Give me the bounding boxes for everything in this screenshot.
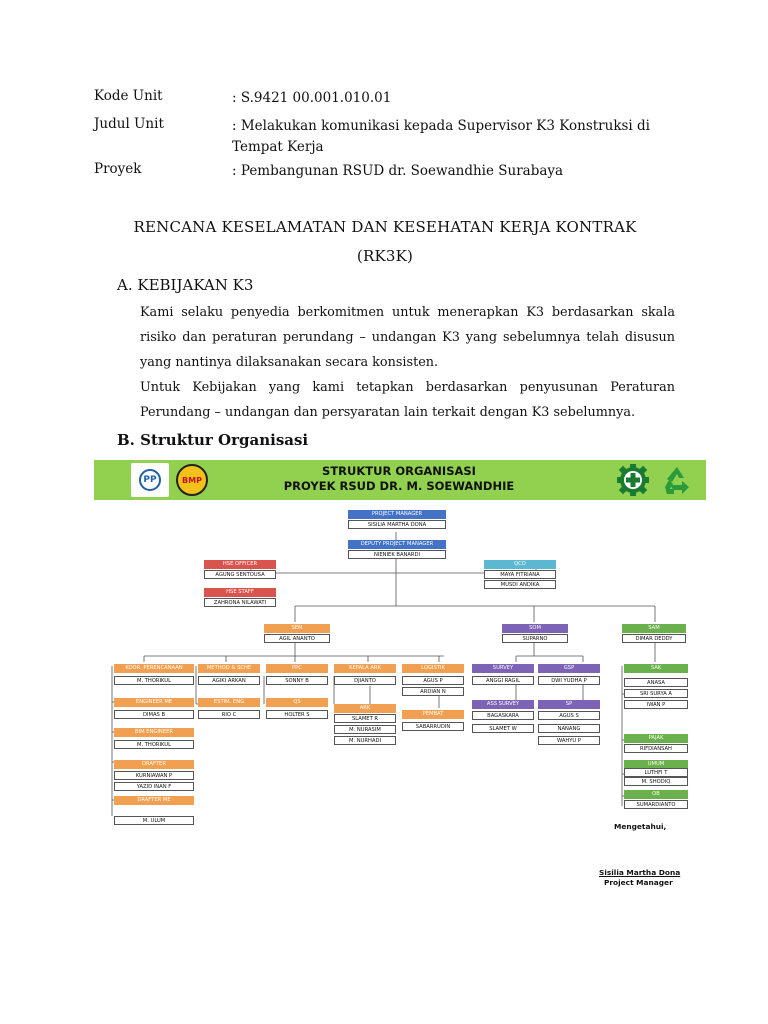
signatory-title: Project Manager xyxy=(604,878,673,887)
drafter-name-2: YAZID INAN F xyxy=(114,782,194,791)
pembat-name: SABARRUDIN xyxy=(402,722,464,731)
umum-name-1: LUTHFI T xyxy=(624,768,688,777)
drafter-role: DRAFTER xyxy=(114,760,194,769)
ppc-name: SONNY B xyxy=(266,676,328,685)
hse-officer-role: HSE OFFICER xyxy=(204,560,276,569)
umum-name-2: M. SHODIQ xyxy=(624,777,688,786)
gsp-role: GSP xyxy=(538,664,600,673)
sem-name: AGIL ANANTO xyxy=(264,634,330,643)
pajak-name: RIFDIANSAH xyxy=(624,744,688,753)
sam-role: SAM xyxy=(622,624,686,633)
drafter-me-name: M. ULUM xyxy=(114,816,194,825)
section-a-paragraph-1: Kami selaku penyedia berkomitmen untuk menerapkan K3 berdasarkan skala risiko dan peraturan perundang – undangan K3 yang sebelumnya telah disusun yang nantinya dilaksanakan secara konsisten. xyxy=(140,305,675,370)
bim-engineer-name: M. THORIKUL xyxy=(114,740,194,749)
project-manager-role: PROJECT MANAGER xyxy=(348,510,446,519)
sp-role: SP xyxy=(538,700,600,709)
hse-staff-role: HSE STAFF xyxy=(204,588,276,597)
som-name: SUPARNO xyxy=(502,634,568,643)
bim-engineer-role: BIM ENGINEER xyxy=(114,728,194,737)
qs-name: HOLTER S xyxy=(266,710,328,719)
ark-role: ARK xyxy=(334,704,396,713)
ark-name-1: SLAMET R xyxy=(334,714,396,723)
sak-role: SAK xyxy=(624,664,688,673)
qs-role: QS xyxy=(266,698,328,707)
org-chart-title-line1: STRUKTUR ORGANISASI xyxy=(322,464,476,478)
survey-name: ANGGI RAGIL xyxy=(472,676,534,685)
estim-eng-name: RIO C xyxy=(198,710,260,719)
ob-name: SUMARDIANTO xyxy=(624,800,688,809)
kepala-ark-role: KEPALA ARK xyxy=(334,664,396,673)
method-sche-role: METHOD & SCHE xyxy=(198,664,260,673)
sam-name: DIMAR DEDDY xyxy=(622,634,686,643)
deputy-pm-role: DEPUTY PROJECT MANAGER xyxy=(348,540,446,549)
ark-name-2: M. NURASIM xyxy=(334,725,396,734)
proyek-label: Proyek xyxy=(94,161,142,177)
ass-survey-name-2: SLAMET W xyxy=(472,724,534,733)
ark-name-3: M. NURHADI xyxy=(334,736,396,745)
pembat-role: PEMBAT xyxy=(402,710,464,719)
sak-name-2: SRI SURYA A xyxy=(624,689,688,698)
qco-name-2: MUSDI ANDIKA xyxy=(484,580,556,589)
umum-role: UMUM xyxy=(624,760,688,769)
signatory-name: Sisilia Martha Dona xyxy=(599,868,681,877)
mengetahui-label: Mengetahui, xyxy=(614,822,667,831)
qco-role: QCO xyxy=(484,560,556,569)
kepala-ark-name: DJIANTO xyxy=(334,676,396,685)
org-chart xyxy=(94,460,706,892)
org-chart-title-line2: PROYEK RSUD DR. M. SOEWANDHIE xyxy=(283,479,515,493)
ass-survey-name-1: BAGASKARA xyxy=(472,711,534,720)
logistik-name-2: ARDIAN N xyxy=(402,687,464,696)
sem-role: SEM xyxy=(264,624,330,633)
logistik-name-1: AGUS P xyxy=(402,676,464,685)
drafter-name-1: KURNIAWAN P xyxy=(114,771,194,780)
sp-name-3: WAHYU P xyxy=(538,736,600,745)
proyek-value: : Pembangunan RSUD dr. Soewandhie Surabaya xyxy=(232,163,564,179)
ass-survey-role: ASS SURVEY xyxy=(472,700,534,709)
method-sche-name: AGIKI ARKAN xyxy=(198,676,260,685)
sak-name-1: ANASA xyxy=(624,678,688,687)
engineer-me-name: DIMAS B xyxy=(114,710,194,719)
document-title-line1: RENCANA KESELAMATAN DAN KESEHATAN KERJA KONTRAK xyxy=(133,218,637,236)
ob-role: OB xyxy=(624,790,688,799)
drafter-me-role: DRAFTER ME xyxy=(114,796,194,805)
deputy-pm-name: NIENIEK BANARDI xyxy=(348,550,446,559)
sp-name-2: NANANG xyxy=(538,724,600,733)
bmp-logo-text: BMP xyxy=(182,475,202,485)
qco-name-1: MAYA FITRIANA xyxy=(484,570,556,579)
judul-unit-value: : Melakukan komunikasi kepada Supervisor K3 Konstruksi di Tempat Kerja xyxy=(232,118,650,155)
estim-eng-role: ESTIM. ENG xyxy=(198,698,260,707)
sp-name-1: AGUS S xyxy=(538,711,600,720)
gsp-name: DWI YUDHA P xyxy=(538,676,600,685)
koor-perencanaan-name: M. THORIKUL xyxy=(114,676,194,685)
pp-logo-text: PP xyxy=(143,475,157,485)
section-b-heading: B. Struktur Organisasi xyxy=(117,431,309,449)
project-manager-name: SISILIA MARTHA DONA xyxy=(348,520,446,529)
logistik-role: LOGISTIK xyxy=(402,664,464,673)
hse-officer-name: AGUNG SENTOUSA xyxy=(204,570,276,579)
som-role: SOM xyxy=(502,624,568,633)
kode-unit-value: : S.9421 00.001.010.01 xyxy=(232,90,392,106)
survey-role: SURVEY xyxy=(472,664,534,673)
koor-perencanaan-role: KOOR. PERENCANAAN xyxy=(114,664,194,673)
section-a-paragraph-2: Untuk Kebijakan yang kami tetapkan berdasarkan penyusunan Peraturan Perundang – undangan dan persyaratan lain terkait dengan K3 sebelumnya. xyxy=(140,380,675,420)
hse-staff-name: ZAHRONA NILAWATI xyxy=(204,598,276,607)
section-a-body xyxy=(140,300,675,425)
engineer-me-role: ENGINEER ME xyxy=(114,698,194,707)
ppc-role: PPC xyxy=(266,664,328,673)
document-title-line2: (RK3K) xyxy=(356,247,414,265)
kode-unit-label: Kode Unit xyxy=(94,88,163,104)
sak-name-3: IWAN P xyxy=(624,700,688,709)
judul-unit-label: Judul Unit xyxy=(94,116,164,132)
pajak-role: PAJAK xyxy=(624,734,688,743)
section-a-heading: A. KEBIJAKAN K3 xyxy=(117,276,254,294)
